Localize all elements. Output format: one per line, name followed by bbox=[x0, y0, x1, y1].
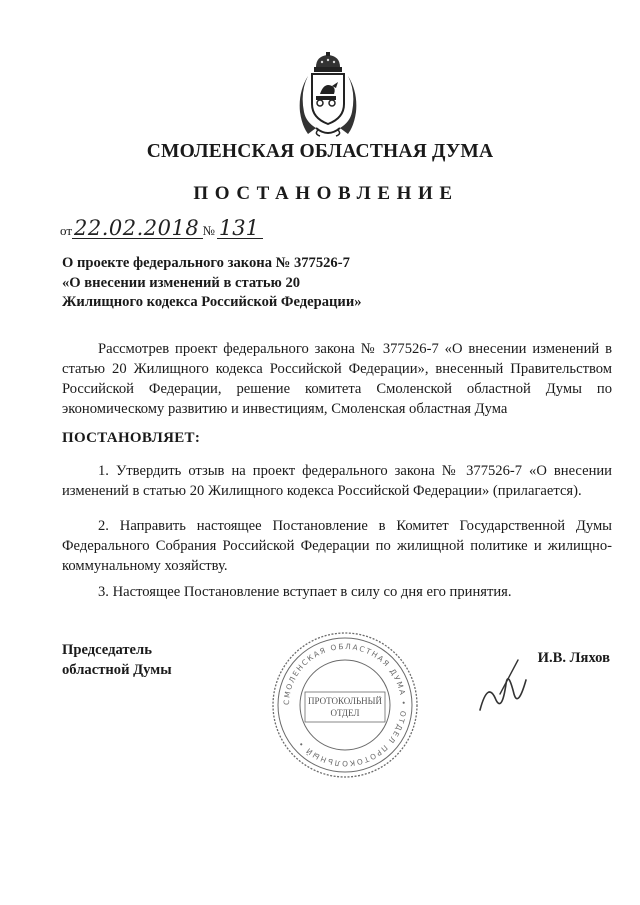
organization-title: СМОЛЕНСКАЯ ОБЛАСТНАЯ ДУМА bbox=[146, 141, 494, 162]
preamble-paragraph: Рассмотрев проект федерального закона № 377526-7 «О внесении изменений в статью 20 Жилищного кодекса Российской Федерации», внесенный Правительством Российской Федерации, решение комитета Смоленской областной Думы по экономическому развитию и инвестициям, Смоленская областная Дума bbox=[62, 341, 612, 417]
number-prefix: № bbox=[202, 223, 215, 238]
seal-center-text: ОТДЕЛ bbox=[330, 708, 360, 718]
seal-center-text: ПРОТОКОЛЬНЫЙ bbox=[308, 696, 382, 706]
handwritten-number: 131 bbox=[219, 216, 259, 240]
date-number-line bbox=[60, 216, 259, 240]
signatory-title-line: областной Думы bbox=[62, 662, 172, 678]
resolution-item-3: 3. Настоящее Постановление вступает в силу со дня его принятия. bbox=[98, 584, 512, 600]
resolution-item-1: 1. Утвердить отзыв на проект федерального закона № 377526-7 «О внесении изменений в статью 20 Жилищного кодекса Российской Федерации» (прилагается). bbox=[62, 463, 612, 499]
subject-line: О проекте федерального закона № 377526-7 bbox=[62, 255, 350, 271]
signatory-name: И.В. Ляхов bbox=[537, 650, 610, 666]
round-seal-stamp bbox=[270, 630, 420, 780]
signatory-title bbox=[62, 640, 172, 680]
handwritten-date: 22.02.2018 bbox=[74, 216, 199, 240]
svg-text:СМОЛЕНСКАЯ ОБЛАСТНАЯ ДУМА • ОТ: СМОЛЕНСКАЯ ОБЛАСТНАЯ ДУМА • ОТДЕЛ ПРОТОКОЛЬНЫЙ • bbox=[281, 641, 409, 769]
subject-line: Жилищного кодекса Российской Федерации» bbox=[62, 294, 362, 310]
document-type-heading: ПОСТАНОВЛЕНИЕ bbox=[193, 183, 459, 204]
subject-line: «О внесении изменений в статью 20 bbox=[62, 274, 301, 291]
document-subject bbox=[62, 254, 482, 313]
signatory-title-line: Председатель bbox=[62, 642, 152, 658]
coat-of-arms-icon bbox=[296, 52, 360, 138]
handwritten-signature bbox=[470, 650, 540, 720]
resolution-item-2: 2. Направить настоящее Постановление в Комитет Государственной Думы Федерального Собрания Российской Федерации по жилищной политике и жилищно-коммунальному хозяйству. bbox=[62, 518, 612, 574]
resolves-heading: ПОСТАНОВЛЯЕТ: bbox=[62, 430, 201, 446]
date-prefix: от bbox=[60, 223, 73, 238]
